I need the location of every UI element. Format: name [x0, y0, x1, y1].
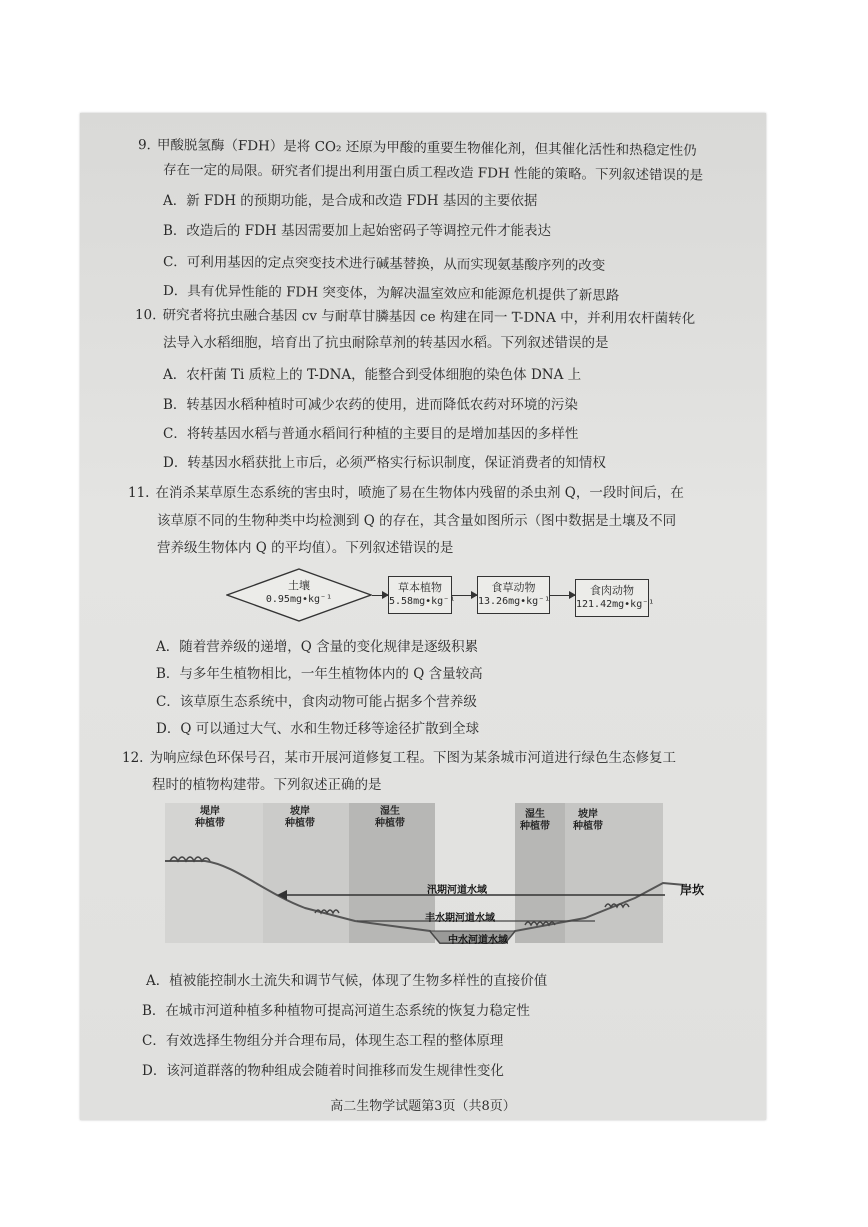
q10-text-1: 研究者将抗虫融合基因 cv 与耐草甘膦基因 ce 构建在同一 T-DNA 中，并利用农杆菌转化	[162, 307, 696, 327]
carnivore-node-name: 食肉动物	[590, 584, 634, 597]
herb-plant-node	[388, 576, 456, 614]
soil-node-value: 0.95mg•kg⁻¹	[265, 594, 333, 605]
arrow-soil-to-plant	[372, 595, 388, 596]
carnivore-node-value: 121.42mg•kg⁻¹	[576, 599, 655, 610]
zone-label-slope-right: 坡岸 种植带	[573, 809, 603, 832]
arrow-herbivore-to-carnivore	[550, 595, 575, 596]
q11-option-d: D．Q 可以通过大气、水和生物迁移等途径扩散到全球	[156, 721, 480, 737]
q11-stem-line3: 营养级生物体内 Q 的平均值）。下列叙述错误的是	[157, 540, 454, 556]
q10-stem-line2: 法导入水稻细胞，培育出了抗虫耐除草剂的转基因水稻。下列叙述错误的是	[163, 335, 609, 351]
zone-label-wet-left: 湿生 种植带	[375, 806, 405, 829]
q12-text-1: 为响应绿色环保号召，某市开展河道修复工程。下图为某条城市河道进行绿色生态修复工	[149, 750, 676, 766]
q10-option-a: A．农杆菌 Ti 质粒上的 T-DNA，能整合到受体细胞的染色体 DNA 上	[163, 367, 582, 383]
q11-option-c: C．该草原生态系统中，食肉动物可能占据多个营养级	[156, 694, 477, 710]
zone-label-slope-left: 坡岸 种植带	[285, 806, 315, 829]
q12-number: 12.	[122, 750, 144, 766]
q9-option-d: D．具有优异性能的 FDH 突变体，为解决温室效应和能源危机提供了新思路	[162, 283, 620, 304]
q11-text-1: 在消杀某草原生态系统的害虫时，喷施了易在生物体内残留的杀虫剂 Q，一段时间后，在	[155, 485, 684, 501]
q11-stem-line1	[128, 483, 684, 503]
herbivore-node-value: 13.26mg•kg⁻¹	[478, 596, 551, 607]
q10-option-c: C．将转基因水稻与普通水稻间行种植的主要目的是增加基因的多样性	[163, 426, 579, 442]
q12-stem-line1	[122, 748, 676, 768]
page-footer: 高二生物学试题第3页（共8页）	[330, 1099, 516, 1114]
zone-label-wet-right: 湿生 种植带	[520, 809, 550, 832]
carnivore-node	[575, 579, 655, 617]
q11-option-b: B．与多年生植物相比，一年生植物体内的 Q 含量较高	[156, 666, 483, 682]
zone-label-bank-left: 堤岸 种植带	[195, 806, 225, 829]
herbivore-node-name: 食草动物	[491, 581, 536, 594]
q9-text-1: 甲酸脱氢酶（FDH）是将 CO₂ 还原为甲酸的重要生物催化剂，但其催化活性和热稳定性仍	[156, 137, 697, 159]
q11-option-a: A．随着营养级的递增，Q 含量的变化规律是逐级积累	[156, 639, 479, 655]
exam-page	[80, 113, 766, 1120]
q11-number: 11.	[128, 485, 150, 501]
flood-water-label: 汛期河道水域	[427, 885, 487, 896]
q12-option-d: D．该河道群落的物种组成会随着时间推移而发生规律性变化	[142, 1063, 504, 1079]
arrow-plant-to-herbivore	[452, 595, 477, 596]
mid-water-label: 中水河道水域	[448, 935, 508, 946]
high-water-label: 丰水期河道水域	[425, 913, 495, 924]
q10-option-b: B．转基因水稻种植时可减少农药的使用，进而降低农药对环境的污染	[163, 397, 578, 413]
q12-stem-line2: 程时的植物构建带。下列叙述正确的是	[152, 777, 382, 793]
bank-edge-label: 岸坎	[680, 883, 705, 897]
q10-option-d: D．转基因水稻获批上市后，必须严格实行标识制度，保证消费者的知情权	[163, 455, 606, 471]
q12-option-a: A．植被能控制水土流失和调节气候，体现了生物多样性的直接价值	[146, 973, 548, 989]
herbivore-node	[477, 576, 550, 614]
q9-option-a: A．新 FDH 的预期功能，是合成和改造 FDH 基因的主要依据	[163, 193, 538, 209]
soil-node	[256, 579, 342, 607]
herb-plant-node-value: 5.58mg•kg⁻¹	[389, 596, 456, 607]
q9-number: 9.	[137, 137, 151, 154]
q12-option-b: B．在城市河道种植多种植物可提高河道生态系统的恢复力稳定性	[142, 1003, 530, 1019]
q9-option-b: B．改造后的 FDH 基因需要加上起始密码子等调控元件才能表达	[163, 223, 551, 239]
q9-stem-line2: 存在一定的局限。研究者们提出利用蛋白质工程改造 FDH 性能的策略。下列叙述错误的是	[162, 162, 704, 184]
q9-option-c: C．可利用基因的定点突变技术进行碱基替换，从而实现氨基酸序列的改变	[162, 254, 606, 274]
q10-number: 10.	[134, 307, 157, 324]
soil-node-name: 土壤	[288, 579, 310, 592]
q12-option-c: C．有效选择生物组分并合理布局，体现生态工程的整体原理	[142, 1033, 504, 1049]
q10-stem-line1	[135, 305, 695, 329]
q11-stem-line2: 该草原不同的生物种类中均检测到 Q 的存在，其含量如图所示（图中数据是土壤及不同	[157, 513, 677, 529]
q9-stem-line1	[138, 135, 697, 161]
herb-plant-node-name: 草本植物	[398, 581, 442, 594]
